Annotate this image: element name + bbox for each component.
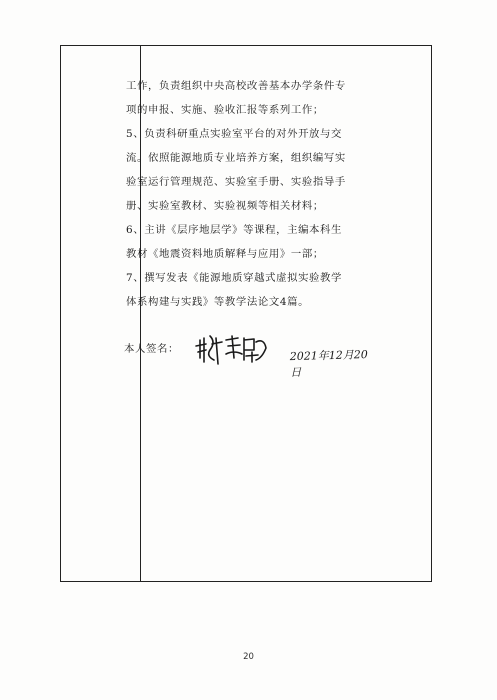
form-table bbox=[60, 45, 432, 582]
signature-label: 本人签名： bbox=[124, 343, 179, 355]
signature-row bbox=[124, 334, 374, 380]
paragraph-3: 6、主讲《层序地层学》等课程，主编本科生教材《地震资料地质解释与应用》一部； bbox=[126, 224, 343, 260]
page-number: 20 bbox=[243, 652, 254, 662]
duty-description bbox=[126, 74, 352, 314]
handwritten-signature bbox=[192, 328, 284, 368]
paragraph-4: 7、撰写发表《能源地质穿越式虚拟实验教学体系构建与实践》等教学法论文4篇。 bbox=[126, 272, 343, 308]
paragraph-1: 工作，负责组织中央高校改善基本办学条件专项的申报、实施、验收汇报等系列工作； bbox=[126, 80, 346, 116]
paragraph-2: 5、负责科研重点实验室平台的对外开放与交流。依照能源地质专业培养方案，组织编写实验室运行管理规范、实验室手册、实验指导手册、实验室教材、实验视频等相关材料； bbox=[126, 128, 346, 212]
signature-date: 2021年12月20日 bbox=[289, 348, 368, 380]
